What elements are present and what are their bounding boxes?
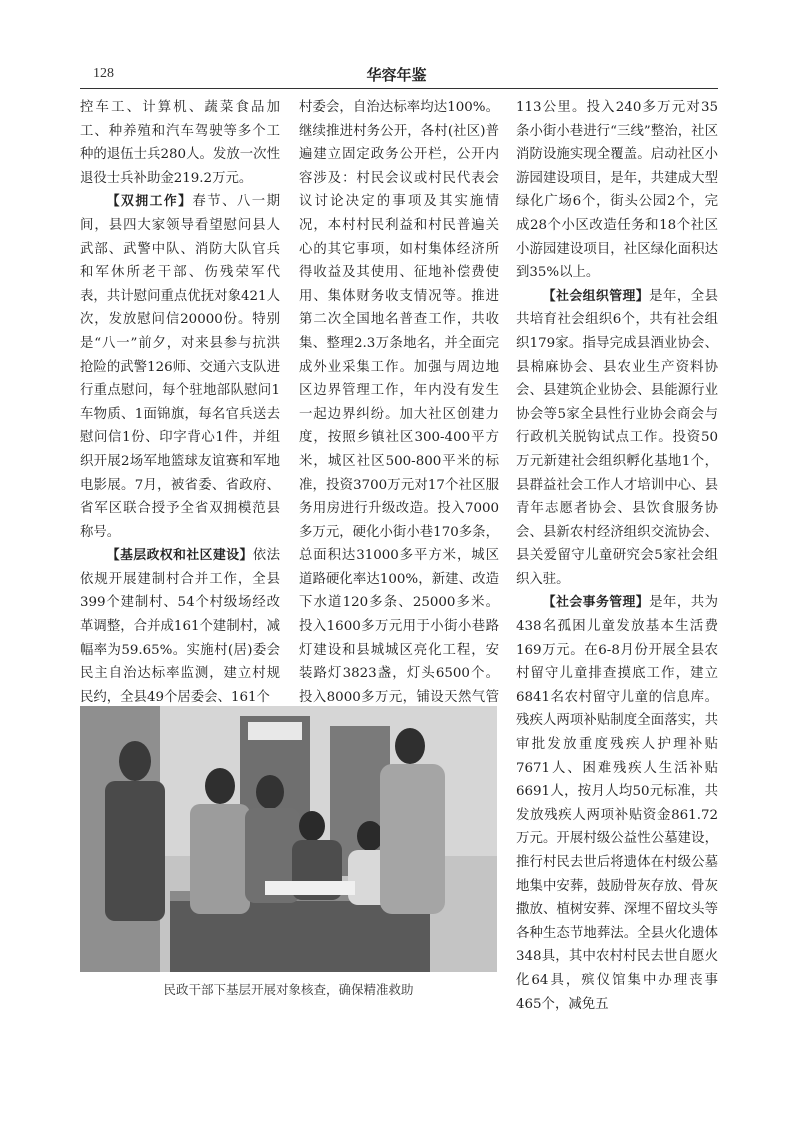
paragraph — [516, 591, 718, 1016]
section-heading: 【基层政权和社区建设】 — [106, 548, 253, 564]
figure-photo — [80, 706, 497, 972]
paragraph — [516, 285, 718, 592]
text-column-2 — [299, 96, 499, 705]
running-header-title: 华容年鉴 — [366, 66, 427, 84]
text-column-3 — [516, 96, 718, 1021]
section-heading: 【双拥工作】 — [106, 194, 193, 210]
paragraph-body: 春节、八一期间，县四大家领导看望慰问县人武部、武警中队、消防大队官兵和军休所老干部、伤残荣军代表，共计慰问重点优抚对象421人次，发放慰问信20000份。特别是“八一”前夕，对来县参与抗洪抢险的武警126师、交通六支队进行重点慰问，每个驻地部队慰问1车物质、1面锦旗，每名官兵送去慰问信1份、印字背心1件，并组织开展2场军地篮球友谊赛和军地电影展。7月，被省委、省政府、省军区联合授予全省双拥模范县称号。 — [80, 194, 281, 540]
paragraph: 村委会，自治达标率均达100%。继续推进村务公开，各村(社区)普遍建立固定政务公开栏，公开内容涉及：村民会议或村民代表会议讨论决定的事项及其实施情况，本村村民利益和村民普遍关心的其它事项，如村集体经济所得收益及其使用、征地补偿费使用、集体财务收支情况等。推进第二次全国地名普查工作，共收集、整理2.3万条地名，并全面完成外业采集工作。加强与周边地区边界管理工作，年内没有发生一起边界纠纷。加大社区创建力度，按照乡镇社区300-400平方米，城区社区500-800平米的标准，投资3700万元对17个社区服务用房进行升级改造。投入7000多万元，硬化小街小巷170多条，总面积达31000多平方米，城区道路硬化率达100%，新建、改造下水道120多条、25000多米。投入1600多万元用于小街小巷路灯建设和县城城区亮化工程，安装路灯3823盏，灯头6500个。投入8000多万元，铺设天然气管 — [299, 100, 499, 705]
header-rule — [80, 88, 718, 89]
paragraph-body: 是年，共为438名孤困儿童发放基本生活费169万元。在6-8月份开展全县农村留守儿童排查摸底工作，建立6841名农村留守儿童的信息库。残疾人两项补贴制度全面落实，共审批发放重度残疾人护理补贴7671人、困难残疾人生活补贴6691人，按月人均50元标准，共发放残疾人两项补贴资金861.72万元。开展村级公益性公墓建设，推行村民去世后将遗体在村级公墓地集中安葬，鼓励骨灰存放、骨灰撒放、植树安葬、深埋不留坟头等各种生态节地葬法。全县火化遗体348具，其中农村村民去世自愿火化64具，殡仪馆集中办理丧事465个，减免五 — [516, 595, 719, 1012]
paragraph: 控车工、计算机、蔬菜食品加工、种养殖和汽车驾驶等多个工种的退伍士兵280人。发放一次性退役士兵补助金219.2万元。 — [80, 100, 280, 186]
section-heading: 【社会事务管理】 — [542, 595, 650, 611]
section-heading: 【社会组织管理】 — [542, 288, 650, 304]
paragraph-body: 是年，全县共培育社会组织6个，共有社会组织179家。指导完成县酒业协会、县棉麻协会、县农业生产资料协会、县建筑企业协会、县能源行业协会等5家全县性行业协会商会与行政机关脱钩试点工作。投资50万元新建社会组织孵化基地1个，县群益社会工作人才培训中心、县青年志愿者协会、县饮食服务协会、县新农村经济组织交流协会、县关爱留守儿童研究会5家社会组织入驻。 — [516, 288, 719, 587]
text-column-1 — [80, 96, 281, 705]
paragraph: 113公里。投入240多万元对35条小街小巷进行“三线”整治，社区消防设施实现全覆盖。启动社区小游园建设项目，是年，共建成大型绿化广场6个，街头公园2个，完成28个小区改造任务和18个社区小游园建设项目，社区绿化面积达到35%以上。 — [516, 100, 718, 281]
paragraph-body: 依法依规开展建制村合并工作，全县399个建制村、54个村级场经改革调整，合并成161个建制村，减幅率为59.65%。实施村(居)委会民主自治达标率监测，建立村规民约，全县49个居委会、161个 — [80, 548, 281, 705]
paragraph — [80, 190, 280, 544]
page-number: 128 — [93, 66, 114, 81]
photo-illustration — [80, 706, 497, 972]
figure-caption: 民政干部下基层开展对象核查，确保精准救助 — [163, 982, 414, 997]
paragraph — [80, 544, 280, 709]
